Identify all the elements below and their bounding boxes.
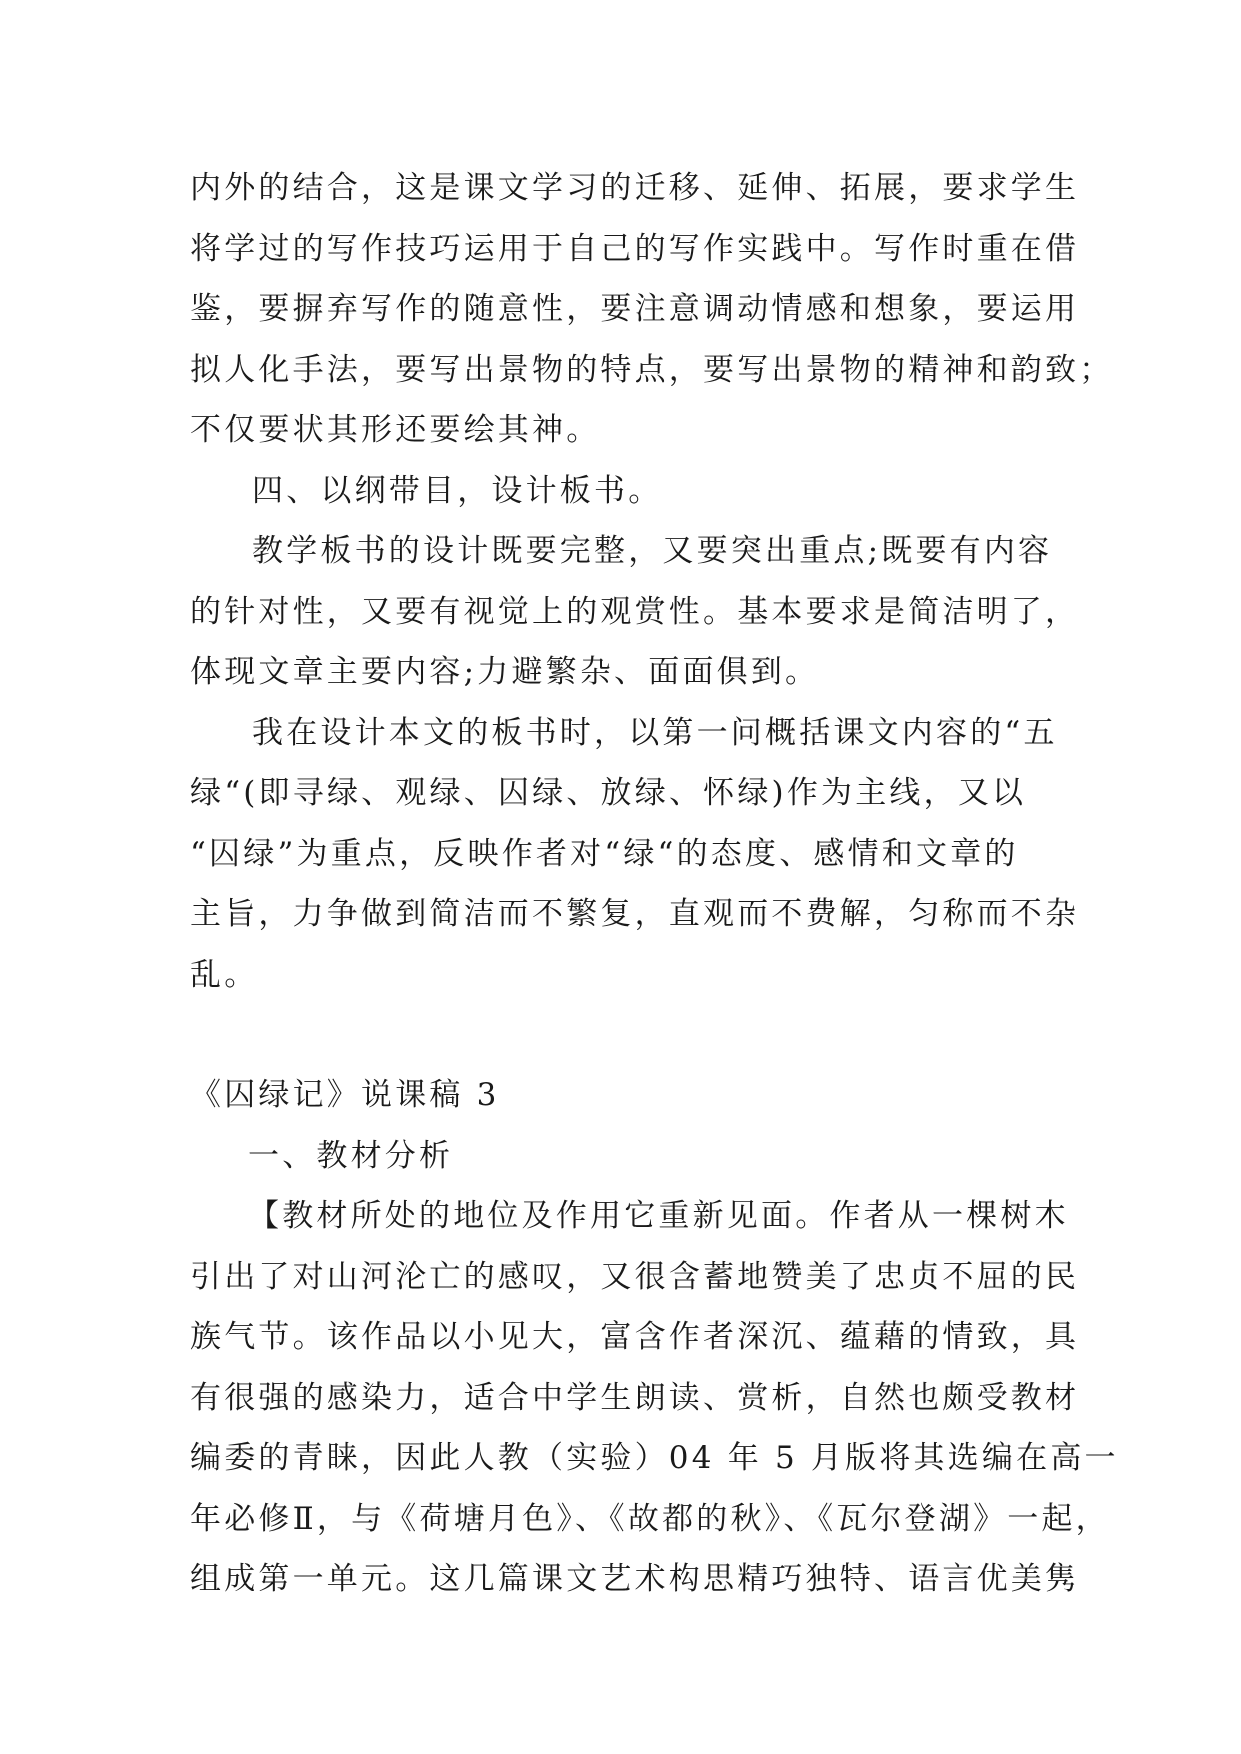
- text-line: 绿“(即寻绿、观绿、囚绿、放绿、怀绿)作为主线，又以: [190, 775, 1027, 811]
- paragraph-writing-practice: [190, 158, 1114, 461]
- document-page: [190, 158, 1119, 1610]
- text-line: 将学过的写作技巧运用于自己的写作实践中。写作时重在借: [190, 230, 1080, 267]
- text-line: 不仅要状其形还要绘其神。: [190, 412, 601, 448]
- text-line: 体现文章主要内容;力避繁杂、面面俱到。: [190, 654, 820, 690]
- text-line: 内外的结合，这是课文学习的迁移、延伸、拓展，要求学生: [190, 170, 1080, 206]
- text-line: 有很强的感染力，适合中学生朗读、赏析，自然也颇受教材: [190, 1379, 1080, 1416]
- text-line: 乱。: [190, 956, 259, 993]
- document-title: 《囚绿记》说课稿 3: [190, 1077, 500, 1113]
- text-line: 鉴，要摒弃写作的随意性，要注意调动情感和想象，要运用: [190, 291, 1080, 327]
- text-line: 的针对性，又要有视觉上的观赏性。基本要求是简洁明了，: [190, 593, 1080, 630]
- text-line: 年必修Ⅱ，与《荷塘月色》、《故都的秋》、《瓦尔登湖》一起，: [190, 1500, 1110, 1537]
- section-heading-textbook-analysis: 一、教材分析: [248, 1137, 454, 1174]
- section-gap: [190, 1005, 1060, 1065]
- text-line: 我在设计本文的板书时，以第一问概括课文内容的“五: [252, 714, 1058, 751]
- paragraph-board-plan: [190, 703, 1080, 1006]
- paragraph-textbook-position: [190, 1186, 1119, 1610]
- text-line: 族气节。该作品以小见大，富含作者深沉、蕴藉的情致，具: [190, 1319, 1080, 1355]
- text-line: 主旨，力争做到简洁而不繁复，直观而不费解，匀称而不杂: [190, 896, 1080, 932]
- section-heading-blackboard: 四、以纲带目，设计板书。: [252, 472, 663, 509]
- text-line: 编委的青睐，因此人教（实验）04 年 5 月版将其选编在高一: [190, 1440, 1119, 1476]
- text-line: 组成第一单元。这几篇课文艺术构思精巧独特、语言优美隽: [190, 1561, 1080, 1597]
- text-line: 【教材所处的地位及作用它重新见面。作者从一棵树木: [248, 1198, 1069, 1234]
- text-line: 教学板书的设计既要完整，又要突出重点;既要有内容: [252, 533, 1053, 569]
- text-line: “囚绿”为重点，反映作者对“绿“的态度、感情和文章的: [190, 835, 1019, 872]
- text-line: 引出了对山河沦亡的感叹，又很含蓄地赞美了忠贞不屈的民: [190, 1258, 1080, 1295]
- text-line: 拟人化手法，要写出景物的特点，要写出景物的精神和韵致；: [190, 351, 1114, 388]
- paragraph-blackboard-design: [190, 521, 1080, 703]
